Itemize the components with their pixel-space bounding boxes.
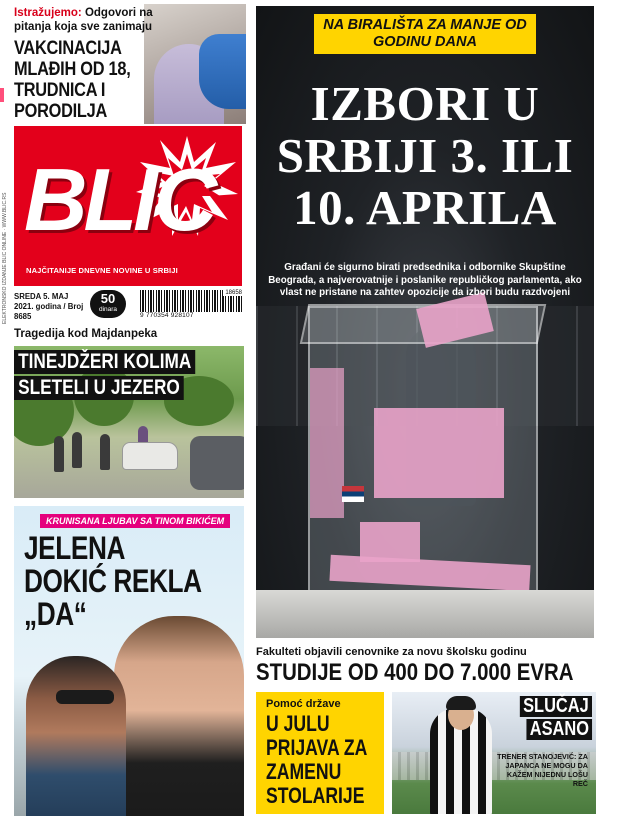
person-shape — [100, 434, 110, 470]
carpentry-story[interactable] — [256, 692, 384, 814]
barcode-issue-code: 18658 — [225, 290, 242, 296]
side-strip — [0, 126, 12, 326]
ballot-paper — [374, 408, 504, 498]
jelena-story[interactable] — [14, 506, 244, 816]
person-shape — [54, 436, 64, 472]
man-shape — [26, 656, 126, 816]
price-unit: dinara — [98, 306, 118, 313]
ballot-paper — [329, 555, 530, 591]
medical-worker-arm — [199, 34, 246, 109]
teaser-kicker-label: Istražujemo: — [14, 7, 82, 19]
asano-headline-line1: SLUČAJ — [520, 696, 592, 717]
table-shape — [256, 590, 594, 638]
asano-quote: TRENER STANOJEVIĆ: ZA JAPANCA NE MOGU DA KAŽEM NIJEDNU LOŠU REČ — [497, 752, 588, 788]
masthead[interactable] — [14, 126, 242, 286]
teaser-kicker — [14, 6, 154, 34]
lake-headline-line2: SLETELI U JEZERO — [14, 376, 184, 400]
car-shape — [122, 442, 178, 470]
ballot-box — [308, 306, 538, 606]
edge-marker — [0, 88, 4, 102]
barcode-digits: 9 770354 928107 — [140, 312, 194, 319]
player-hair-shape — [446, 696, 476, 710]
sunglasses-shape — [56, 690, 114, 704]
barcode — [140, 290, 244, 320]
car-shape — [190, 436, 244, 490]
lake-story-headline[interactable] — [14, 350, 244, 402]
main-headline: IZBORI U SRBIJI 3. ILI 10. APRILA — [276, 76, 574, 235]
faculty-kicker: Fakulteti objavili cenovnike za novu školsku godinu — [256, 646, 527, 658]
serbian-flag-icon — [342, 486, 364, 502]
lake-headline-line1: TINEJDŽERI KOLIMA — [14, 350, 195, 374]
carpentry-headline: U JULU PRIJAVA ZA ZAMENU STOLARIJE — [266, 711, 367, 808]
price-value: 50 — [100, 291, 116, 306]
blic-logo: BLIC — [24, 150, 214, 249]
price-badge — [90, 290, 126, 318]
jelena-kicker: KRUNISANA LJUBAV SA TINOM BIKIĆEM — [40, 514, 230, 528]
vaccination-photo — [144, 4, 246, 124]
vaccination-teaser[interactable] — [14, 4, 246, 124]
main-election-story[interactable] — [256, 6, 594, 638]
asano-headline — [502, 696, 592, 742]
person-shape — [72, 432, 82, 468]
side-strip-text: ELEKTRONSKO IZDANJE BLIC ONLINE · WWW.BLIC.RS — [2, 192, 8, 324]
teaser-kicker-text: Odgovori na pitanja koja sve zanimaju — [14, 7, 153, 33]
issue-date-number: 2021. godina / Broj 8685 — [14, 302, 84, 321]
masthead-tagline: NAJČITANIJE DNEVNE NOVINE U SRBIJI — [26, 266, 178, 275]
lake-story-kicker: Tragedija kod Majdanpeka — [14, 328, 158, 340]
jelena-headline: JELENA DOKIĆ REKLA „DA“ — [24, 530, 201, 632]
ballot-paper — [310, 368, 344, 518]
issue-date — [14, 292, 94, 322]
woman-shape — [114, 616, 244, 816]
teaser-headline: VAKCINACIJA MLAĐIH OD 18, TRUDNICA I PORODILJA — [14, 38, 131, 122]
carpentry-kicker: Pomoć države — [266, 698, 341, 710]
asano-story[interactable] — [392, 692, 596, 814]
main-deck: Građani će sigurno birati predsednika i odbornike Skupštine Beograda, a najverovatnije i poslanike republičkog parlamenta, ako vlast ne pristane na zahtev opozicije da izbori budu razdvojeni — [268, 262, 582, 298]
main-kicker: NA BIRALIŠTA ZA MANJE OD GODINU DANA — [314, 14, 536, 54]
asano-headline-line2: ASANO — [526, 719, 592, 740]
issue-date-day: SREDA 5. MAJ — [14, 292, 69, 301]
faculty-headline[interactable]: STUDIJE OD 400 DO 7.000 EVRA — [256, 659, 574, 686]
